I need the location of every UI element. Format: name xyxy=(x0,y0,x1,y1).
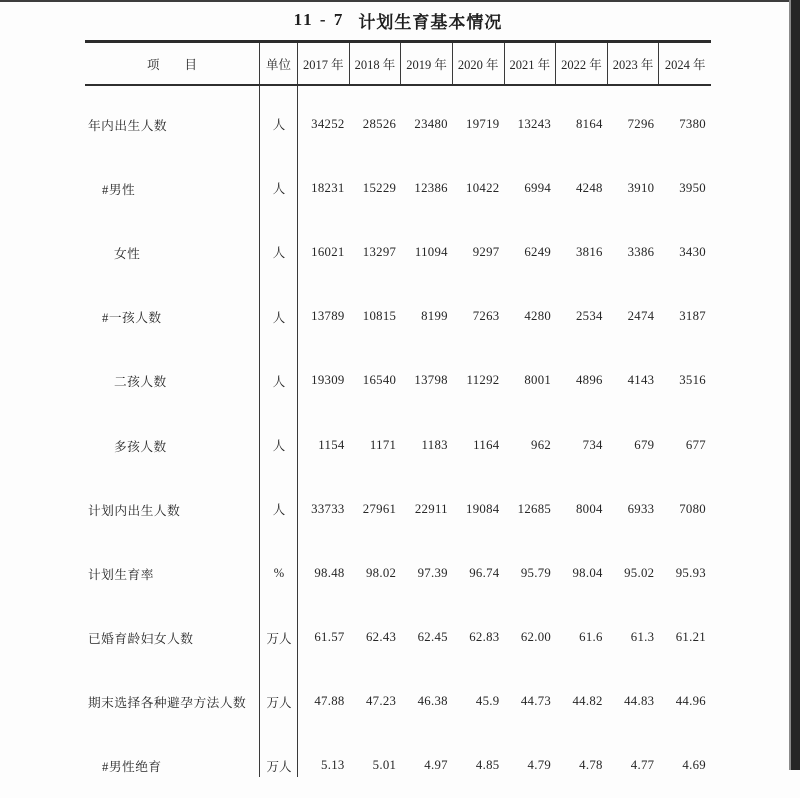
row-value: 61.3 xyxy=(630,630,655,645)
row-value: 28526 xyxy=(362,116,397,131)
row-unit: 人 xyxy=(272,310,286,325)
row-label: 多孩人数 xyxy=(114,439,167,454)
row-value: 4.69 xyxy=(682,758,706,773)
row-value: 1154 xyxy=(318,437,345,452)
table-row xyxy=(85,285,711,349)
header-year: 2019 年 xyxy=(401,43,453,84)
row-value: 4.77 xyxy=(630,758,655,773)
row-value: 61.6 xyxy=(579,630,603,645)
row-label: 女性 xyxy=(114,246,141,261)
row-value: 10815 xyxy=(362,309,397,324)
row-value: 95.02 xyxy=(624,565,655,580)
row-label: #一孩人数 xyxy=(102,311,162,326)
row-unit: 人 xyxy=(272,503,286,518)
row-value: 3430 xyxy=(679,244,706,259)
row-value: 96.74 xyxy=(469,565,500,580)
row-value: 34252 xyxy=(311,116,345,131)
unit-column-left-rule xyxy=(259,86,260,777)
header-year: 2022 年 xyxy=(556,43,608,84)
row-value: 98.02 xyxy=(365,565,397,580)
row-value: 3386 xyxy=(627,244,655,259)
header-year: 2023 年 xyxy=(608,43,660,84)
header-year: 2017 年 xyxy=(298,43,350,84)
row-value: 22911 xyxy=(414,501,448,516)
header-year: 2018 年 xyxy=(350,43,402,84)
row-label: #男性 xyxy=(102,182,136,197)
header-year: 2021 年 xyxy=(505,43,557,84)
row-value: 7263 xyxy=(472,309,500,324)
row-value: 5.01 xyxy=(372,758,397,773)
table-row xyxy=(85,156,711,220)
row-unit: % xyxy=(273,565,285,580)
row-value: 4.97 xyxy=(424,758,448,773)
row-value: 95.79 xyxy=(520,565,552,580)
table-row xyxy=(85,349,711,413)
row-value: 44.96 xyxy=(675,694,706,709)
row-value: 19084 xyxy=(466,501,500,516)
header-year: 2024 年 xyxy=(664,57,706,72)
row-value: 61.21 xyxy=(675,630,706,645)
row-unit: 人 xyxy=(272,182,286,197)
table-row xyxy=(85,734,711,798)
row-value: 11292 xyxy=(466,373,500,388)
row-value: 3816 xyxy=(575,244,603,259)
row-value: 4143 xyxy=(627,373,655,388)
row-value: 4280 xyxy=(524,309,552,324)
row-value: 5.13 xyxy=(321,758,345,773)
row-value: 679 xyxy=(634,437,655,452)
table-row xyxy=(85,220,711,284)
row-value: 47.23 xyxy=(365,694,397,709)
row-label: 二孩人数 xyxy=(114,375,167,390)
row-value: 7380 xyxy=(679,116,706,131)
row-value: 3950 xyxy=(679,180,706,195)
row-value: 10422 xyxy=(466,180,500,195)
header-year: 2020 年 xyxy=(453,43,505,84)
row-value: 9297 xyxy=(472,244,500,259)
row-value: 62.45 xyxy=(417,630,448,645)
table-row xyxy=(85,477,711,541)
row-value: 15229 xyxy=(362,180,397,195)
table-body xyxy=(85,86,711,775)
row-value: 47.88 xyxy=(314,694,345,709)
row-value: 44.73 xyxy=(520,694,552,709)
row-label: 年内出生人数 xyxy=(88,118,168,133)
row-value: 33733 xyxy=(311,501,345,516)
row-value: 18231 xyxy=(311,180,345,195)
row-value: 27961 xyxy=(362,501,397,516)
row-value: 23480 xyxy=(414,116,448,131)
header-item: 项 目 xyxy=(85,43,260,84)
row-value: 98.48 xyxy=(314,565,345,580)
row-value: 13243 xyxy=(517,116,552,131)
row-value: 8004 xyxy=(575,501,603,516)
row-label: 期末选择各种避孕方法人数 xyxy=(88,696,247,711)
row-value: 4248 xyxy=(575,180,603,195)
row-value: 16021 xyxy=(311,244,345,259)
row-value: 13297 xyxy=(362,244,397,259)
row-value: 44.83 xyxy=(624,694,655,709)
row-value: 13789 xyxy=(311,309,345,324)
row-label: 已婚育龄妇女人数 xyxy=(88,632,194,647)
unit-column-right-rule xyxy=(297,86,298,777)
row-value: 46.38 xyxy=(417,694,448,709)
row-unit: 万人 xyxy=(266,695,292,710)
scan-right-edge xyxy=(789,0,800,770)
row-unit: 人 xyxy=(272,374,286,389)
row-value: 12685 xyxy=(517,501,552,516)
row-value: 16540 xyxy=(362,373,397,388)
page-title xyxy=(85,5,711,35)
row-value: 44.82 xyxy=(572,694,603,709)
row-value: 1183 xyxy=(421,437,448,452)
row-value: 12386 xyxy=(414,180,448,195)
row-value: 8164 xyxy=(575,116,603,131)
row-value: 677 xyxy=(685,437,706,452)
row-value: 2534 xyxy=(575,309,603,324)
row-value: 19309 xyxy=(311,373,345,388)
table-row xyxy=(85,670,711,734)
row-value: 4.79 xyxy=(527,758,552,773)
row-value: 3910 xyxy=(627,180,655,195)
row-value: 62.43 xyxy=(365,630,397,645)
table-row xyxy=(85,413,711,477)
row-unit: 人 xyxy=(272,439,286,454)
row-value: 8199 xyxy=(421,309,448,324)
row-label: 计划内出生人数 xyxy=(88,503,181,518)
row-value: 8001 xyxy=(524,373,552,388)
row-unit: 万人 xyxy=(266,759,292,774)
row-value: 62.00 xyxy=(520,630,552,645)
row-unit: 人 xyxy=(272,118,286,133)
row-value: 4896 xyxy=(575,373,603,388)
row-unit: 万人 xyxy=(266,631,292,646)
row-value: 11094 xyxy=(414,244,448,259)
row-value: 6249 xyxy=(524,244,552,259)
row-value: 4.85 xyxy=(475,758,500,773)
row-value: 3516 xyxy=(679,373,706,388)
row-value: 98.04 xyxy=(572,565,603,580)
row-value: 2474 xyxy=(627,309,655,324)
row-value: 6994 xyxy=(524,180,552,195)
row-value: 1164 xyxy=(473,437,500,452)
row-value: 962 xyxy=(531,437,552,452)
row-label: #男性绝育 xyxy=(102,760,162,775)
row-label: 计划生育率 xyxy=(88,567,154,582)
table-row xyxy=(85,541,711,605)
row-value: 62.83 xyxy=(469,630,500,645)
title-text: 计划生育基本情况 xyxy=(358,12,503,32)
row-value: 95.93 xyxy=(675,565,706,580)
statistics-table xyxy=(85,40,711,775)
row-value: 45.9 xyxy=(475,694,500,709)
scan-top-edge xyxy=(0,0,800,2)
row-value: 7296 xyxy=(627,116,655,131)
row-value: 7080 xyxy=(679,501,706,516)
table-row xyxy=(85,92,711,156)
row-value: 97.39 xyxy=(417,565,448,580)
table-row xyxy=(85,606,711,670)
row-value: 19719 xyxy=(466,116,500,131)
table-number: 11 - 7 xyxy=(293,10,345,29)
row-value: 734 xyxy=(582,437,603,452)
table-header-row xyxy=(85,40,711,86)
row-value: 4.78 xyxy=(579,758,603,773)
header-unit: 单位 xyxy=(260,43,298,84)
row-value: 3187 xyxy=(679,309,706,324)
row-value: 13798 xyxy=(414,373,448,388)
row-value: 6933 xyxy=(627,501,655,516)
row-value: 1171 xyxy=(369,437,397,452)
row-value: 61.57 xyxy=(314,630,345,645)
row-unit: 人 xyxy=(272,246,286,261)
